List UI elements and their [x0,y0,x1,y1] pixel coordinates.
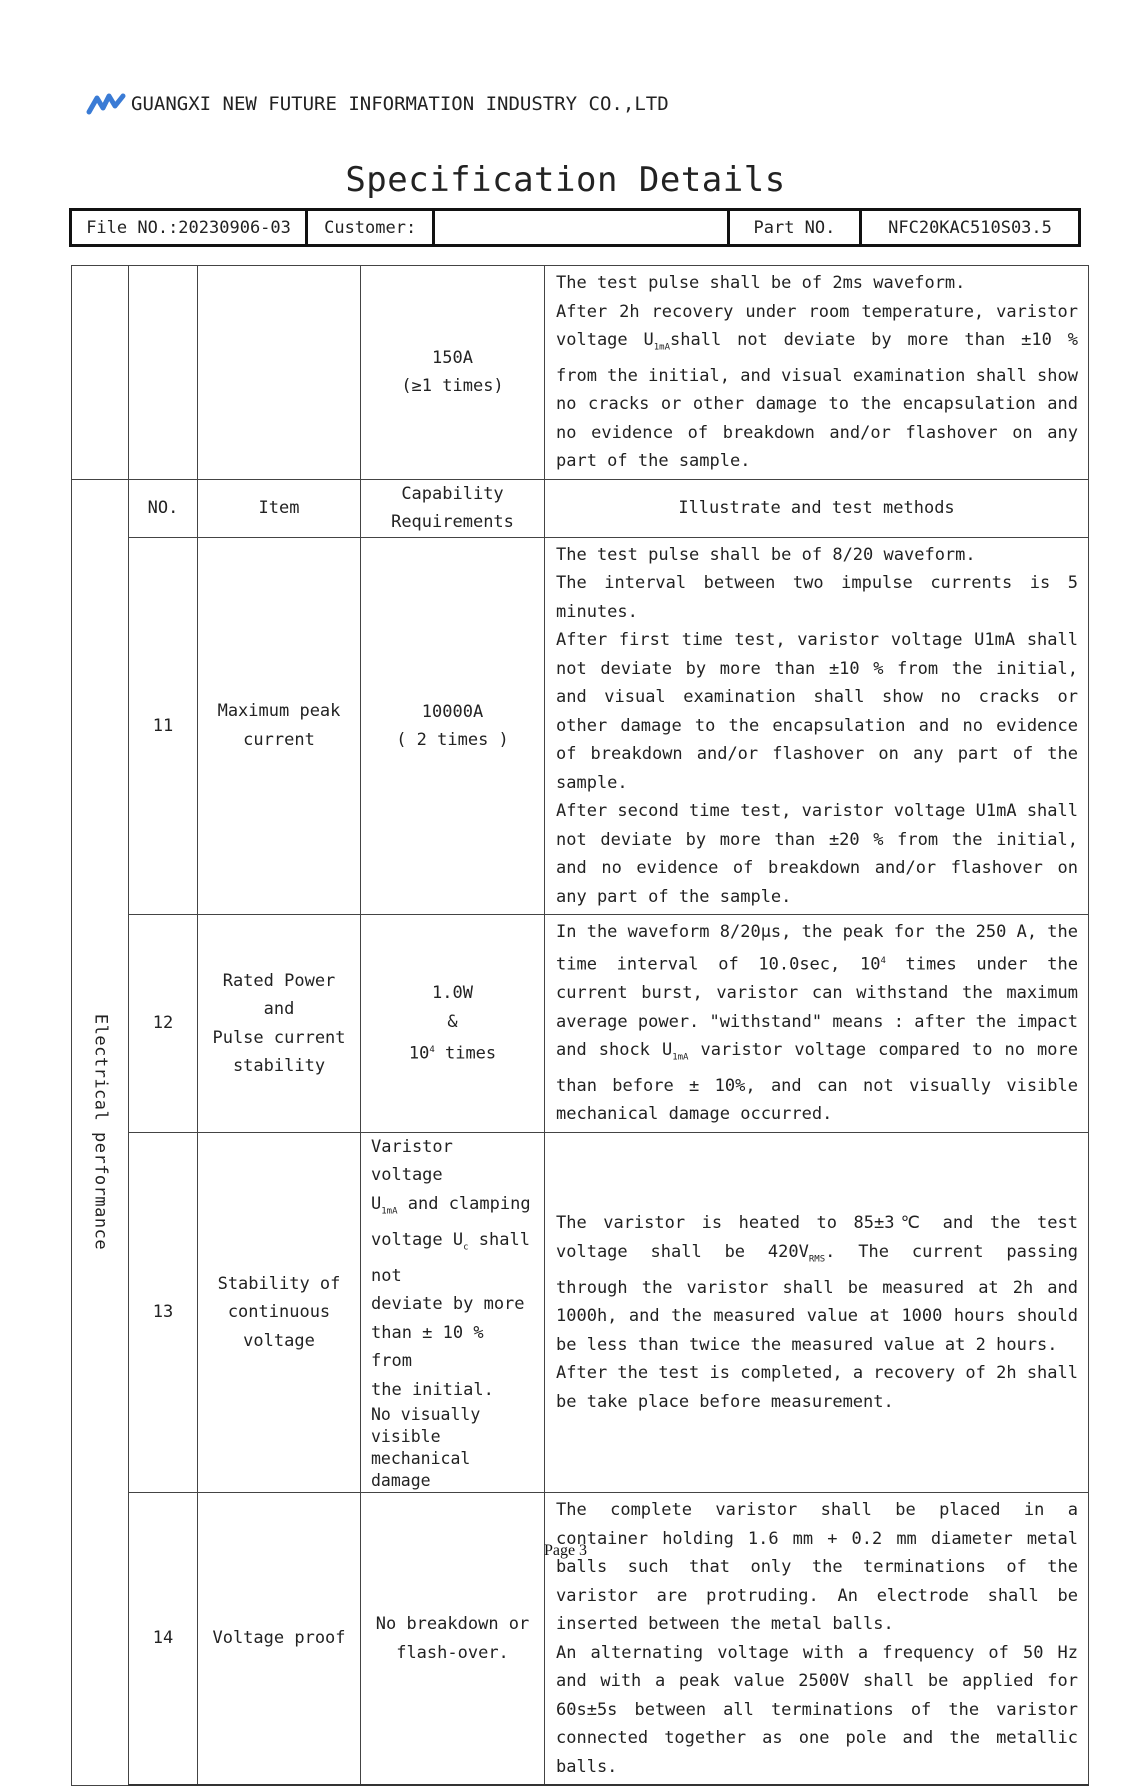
row-number: 14 [129,1493,198,1786]
row-number: 12 [129,915,198,1133]
capability-cell: 10000A ( 2 times ) [361,537,545,915]
table-row [72,266,1089,480]
column-header-no: NO. [129,479,198,537]
section-label-cell [72,479,129,1785]
capability-cell: Varistor voltage $U_{1mA}$ and clamping voltage $U_c$ shall not deviate by more than ± 10 % from the initial. No visually visible mechanical damage [361,1132,545,1492]
part-number-label: Part NO. [728,210,860,246]
table-row [72,1493,1089,1786]
customer-value [434,210,729,246]
row-number: 13 [129,1132,198,1492]
test-method-cell: The complete varistor shall be placed in a container holding 1.6 mm + 0.2 mm diameter metal balls such that only the terminations of the varistor are protruding. An electrode shall be inserted between the metal balls. An alternating voltage with a frequency of 50 Hz and with a peak value 2500V shall be applied for 60s±5s between all terminations of the varistor connected together as one pole and the metallic balls. [545,1493,1089,1786]
file-info-bar [69,208,1081,247]
page-number: Page 3 [543,1542,588,1559]
file-number: File NO.:20230906-03 [71,210,307,246]
capability-cell: 150A (≥1 times) [361,266,545,480]
capability-cell: 1.0W & $10^4$ times [361,915,545,1133]
section-label: Electrical performance [90,1014,111,1251]
table-row [72,537,1089,915]
table-header-row [72,479,1089,537]
table-row [72,1132,1089,1492]
test-method-cell: The test pulse shall be of 8/20 waveform. The interval between two impulse currents is 5 minutes. After first time test, varistor voltage U1mA shall not deviate by more than ±10 % from the initial, and visual examination shall show no cracks or other damage to the encapsulation and no evidence of breakdown and/or flashover on any part of the sample. After second time test, varistor voltage U1mA shall not deviate by more than ±20 % from the initial, and no evidence of breakdown and/or flashover on any part of the sample. [545,537,1089,915]
item-cell: Maximum peak current [198,537,361,915]
row-number: 11 [129,537,198,915]
test-method-cell: The varistor is heated to 85±3℃ and the test voltage shall be $420V_{RMS}$. The current passing through the varistor shall be measured at 2h and 1000h, and the measured value at 1000 hours should be less than twice the measured value at 2 hours. After the test is completed, a recovery of 2h shall be take place before measurement. [545,1132,1089,1492]
column-header-item: Item [198,479,361,537]
document-title: Specification Details [345,160,786,200]
item-cell: Voltage proof [198,1493,361,1786]
part-number-value: NFC20KAC510S03.5 [861,210,1080,246]
test-method-cell: The test pulse shall be of 2ms waveform. After 2h recovery under room temperature, varistor voltage $U_{1mA}shall$ not deviate by more than ±10 % from the initial, and visual examination shall show no cracks or other damage to the encapsulation and no evidence of breakdown and/or flashover on any part of the sample. [545,266,1089,480]
test-method-cell: In the waveform 8/20μs, the peak for the 250 A, the time interval of 10.0sec, $10^4$ times under the current burst, varistor can withstand the maximum average power. "withstand" means : after the impact and shock $U_{1mA}$ varistor voltage compared to no more than before ± 10%, and can not visually visible mechanical damage occurred. [545,915,1089,1133]
item-cell: Rated Power and Pulse current stability [198,915,361,1133]
table-row [72,915,1089,1133]
capability-cell: No breakdown or flash-over. [361,1493,545,1786]
column-header-illustrate: Illustrate and test methods [545,479,1089,537]
customer-label: Customer: [307,210,434,246]
company-name: GUANGXI NEW FUTURE INFORMATION INDUSTRY CO.,LTD [131,93,669,115]
page-header [87,92,669,116]
item-cell: Stability of continuous voltage [198,1132,361,1492]
company-logo-icon [87,92,127,116]
column-header-capability: Capability Requirements [361,479,545,537]
